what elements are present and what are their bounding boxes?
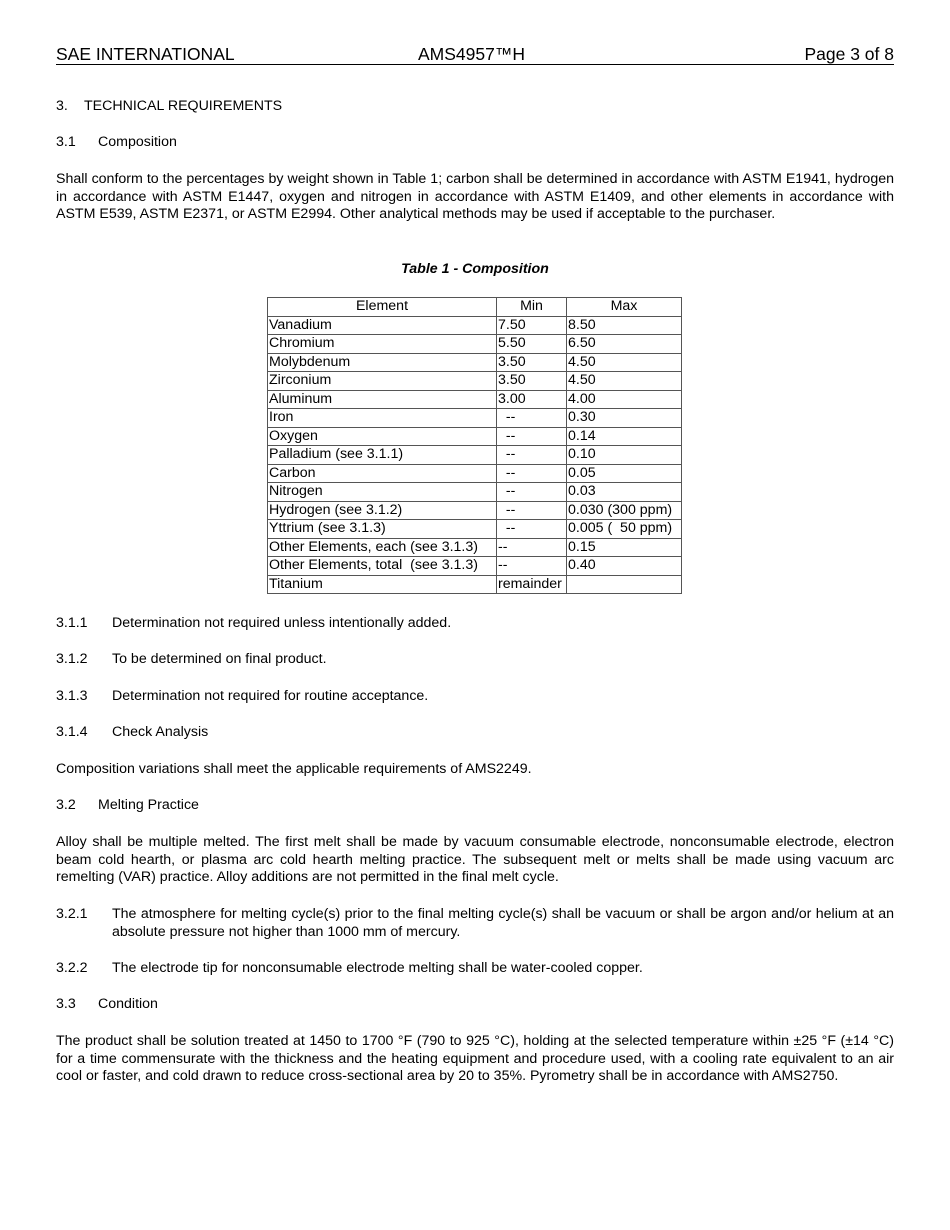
cell-max: 6.50 xyxy=(567,335,682,354)
section-3-1-2: 3.1.2 To be determined on final product. xyxy=(56,651,327,667)
cell-max: 0.030 (300 ppm) xyxy=(567,501,682,520)
table-row xyxy=(268,520,682,539)
cell-element: Hydrogen (see 3.1.2) xyxy=(268,501,497,520)
table-row xyxy=(268,372,682,391)
table-row xyxy=(268,427,682,446)
section-3-1-4-heading: 3.1.4 Check Analysis xyxy=(56,724,209,740)
cell-element: Iron xyxy=(268,409,497,428)
cell-element: Zirconium xyxy=(268,372,497,391)
section-3-2-2: 3.2.2 The electrode tip for nonconsumable electrode melting shall be water-cooled copper. xyxy=(56,960,643,976)
section-3-1-paragraph: Shall conform to the percentages by weight shown in Table 1; carbon shall be determined in accordance with ASTM E1941, hydrogen in accordance with ASTM E1447, oxygen and nitrogen in accordance with ASTM E1409, and other elements in accordance with ASTM E539, ASTM E2371, or ASTM E2994. Other analytical methods may be used if acceptable to the purchaser. xyxy=(56,171,894,222)
cell-element: Carbon xyxy=(268,464,497,483)
cell-min: -- xyxy=(497,427,567,446)
header-page-number: Page 3 of 8 xyxy=(804,44,894,64)
cell-max: 0.30 xyxy=(567,409,682,428)
cell-min: remainder xyxy=(497,575,567,594)
table-row xyxy=(268,483,682,502)
table-row xyxy=(268,335,682,354)
section-3-2-heading: 3.2 Melting Practice xyxy=(56,797,199,813)
cell-element: Oxygen xyxy=(268,427,497,446)
cell-max: 0.03 xyxy=(567,483,682,502)
cell-max: 0.15 xyxy=(567,538,682,557)
cell-max: 0.40 xyxy=(567,557,682,576)
table-row xyxy=(268,390,682,409)
section-3-2-paragraph: Alloy shall be multiple melted. The first melt shall be made by vacuum consumable electrode, nonconsumable electrode, electron beam cold hearth, or plasma arc cold hearth melting practice. The subsequent melt or melts shall be made using vacuum arc remelting (VAR) practice. Alloy additions are not permitted in the final melt cycle. xyxy=(56,834,894,885)
section-3-3-paragraph: The product shall be solution treated at 1450 to 1700 °F (790 to 925 °C), holding at the selected temperature within ±25 °F (±14 °C) for a time commensurate with the thickness and the heating equipment and procedure used, with a cooling rate equivalent to an air cool or faster, and cold drawn to reduce cross-sectional area by 20 to 35%. Pyrometry shall be in accordance with AMS2750. xyxy=(56,1033,894,1084)
cell-min: 3.00 xyxy=(497,390,567,409)
table-row xyxy=(268,557,682,576)
cell-max: 4.50 xyxy=(567,372,682,391)
cell-min: 3.50 xyxy=(497,372,567,391)
table-header-element: Element xyxy=(268,298,497,317)
section-3-1-heading: 3.1 Composition xyxy=(56,134,177,150)
cell-element: Yttrium (see 3.1.3) xyxy=(268,520,497,539)
table-header-min: Min xyxy=(497,298,567,317)
header-org: SAE INTERNATIONAL xyxy=(56,44,235,64)
table-row xyxy=(268,316,682,335)
cell-min: -- xyxy=(497,520,567,539)
table-row xyxy=(268,464,682,483)
cell-min: -- xyxy=(497,409,567,428)
cell-element: Other Elements, each (see 3.1.3) xyxy=(268,538,497,557)
header-doc-number: AMS4957™H xyxy=(418,44,525,64)
cell-element: Aluminum xyxy=(268,390,497,409)
section-3-1-3: 3.1.3 Determination not required for routine acceptance. xyxy=(56,688,429,704)
cell-max: 0.005 ( 50 ppm) xyxy=(567,520,682,539)
cell-max: 8.50 xyxy=(567,316,682,335)
table-header-row xyxy=(268,298,682,317)
cell-max: 4.00 xyxy=(567,390,682,409)
cell-min: -- xyxy=(497,501,567,520)
page-header xyxy=(56,44,894,65)
cell-element: Titanium xyxy=(268,575,497,594)
cell-min: -- xyxy=(497,446,567,465)
table-caption: Table 1 - Composition xyxy=(401,261,549,277)
cell-max: 0.10 xyxy=(567,446,682,465)
cell-element: Palladium (see 3.1.1) xyxy=(268,446,497,465)
cell-max: 4.50 xyxy=(567,353,682,372)
cell-min: -- xyxy=(497,483,567,502)
composition-table xyxy=(267,297,682,594)
cell-min: 5.50 xyxy=(497,335,567,354)
cell-min: 7.50 xyxy=(497,316,567,335)
cell-max xyxy=(567,575,682,594)
section-3-1-1: 3.1.1 Determination not required unless intentionally added. xyxy=(56,615,452,631)
cell-element: Molybdenum xyxy=(268,353,497,372)
table-row xyxy=(268,538,682,557)
cell-element: Other Elements, total (see 3.1.3) xyxy=(268,557,497,576)
cell-element: Nitrogen xyxy=(268,483,497,502)
section-3-1-4-paragraph: Composition variations shall meet the applicable requirements of AMS2249. xyxy=(56,761,532,777)
table-row xyxy=(268,575,682,594)
cell-element: Chromium xyxy=(268,335,497,354)
table-row xyxy=(268,409,682,428)
cell-min: -- xyxy=(497,538,567,557)
section-3-heading: 3. TECHNICAL REQUIREMENTS xyxy=(56,98,283,114)
cell-max: 0.14 xyxy=(567,427,682,446)
cell-element: Vanadium xyxy=(268,316,497,335)
section-3-3-heading: 3.3 Condition xyxy=(56,996,158,1012)
table-row xyxy=(268,353,682,372)
table-header-max: Max xyxy=(567,298,682,317)
cell-min: -- xyxy=(497,464,567,483)
cell-max: 0.05 xyxy=(567,464,682,483)
cell-min: 3.50 xyxy=(497,353,567,372)
table-row xyxy=(268,446,682,465)
table-row xyxy=(268,501,682,520)
cell-min: -- xyxy=(497,557,567,576)
